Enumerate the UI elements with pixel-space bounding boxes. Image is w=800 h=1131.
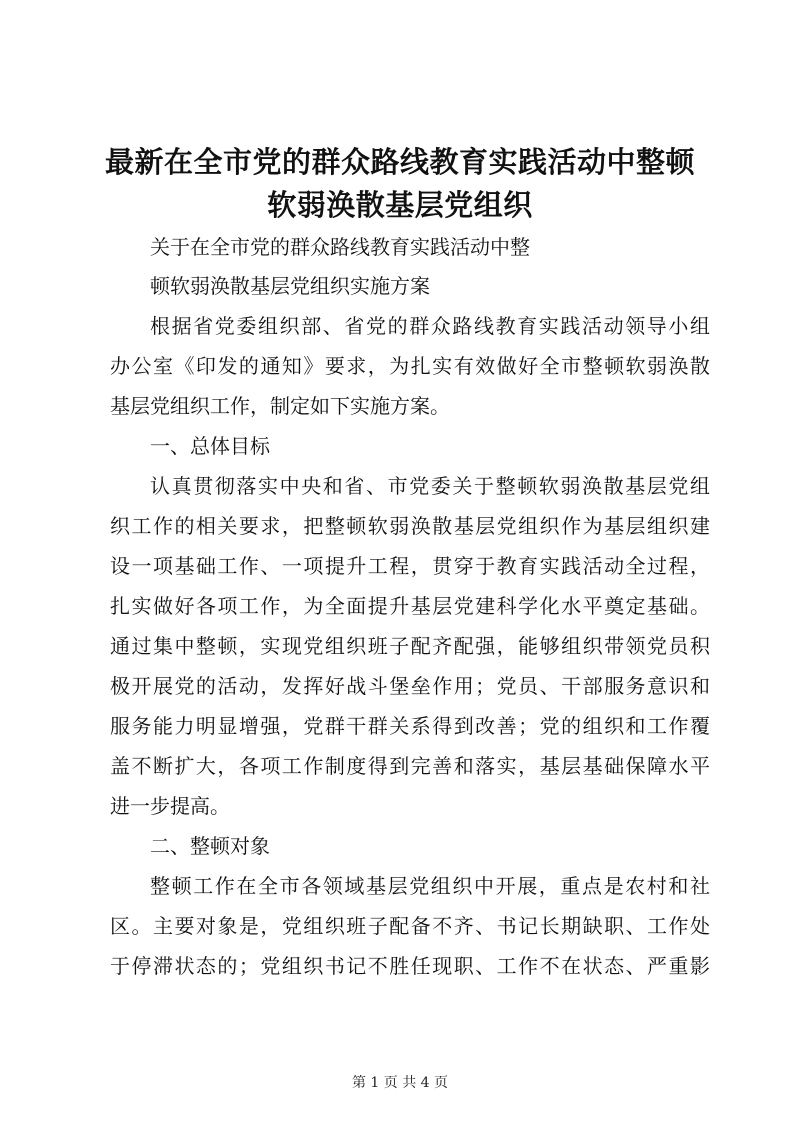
paragraph-line: 办公室《印发的通知》要求，为扎实有效做好全市整顿软弱涣散 <box>110 354 710 378</box>
paragraph-line: 通过集中整顿，实现党组织班子配齐配强，能够组织带领党员积 <box>110 634 710 658</box>
subtitle-line-1: 关于在全市党的群众路线教育实践活动中整 <box>150 235 530 259</box>
document-title-line-1: 最新在全市党的群众路线教育实践活动中整顿 <box>104 145 695 179</box>
paragraph-line: 进一步提高。 <box>110 794 230 818</box>
paragraph-line: 区。主要对象是，党组织班子配备不齐、书记长期缺职、工作处 <box>110 914 710 938</box>
subtitle-line-2: 顿软弱涣散基层党组织实施方案 <box>150 274 430 298</box>
paragraph-line: 根据省党委组织部、省党的群众路线教育实践活动领导小组 <box>150 314 710 338</box>
section-heading-1: 一、总体目标 <box>150 434 270 458</box>
paragraph-line: 极开展党的活动，发挥好战斗堡垒作用；党员、干部服务意识和 <box>110 674 710 698</box>
document-title-line-2: 软弱涣散基层党组织 <box>267 188 533 222</box>
paragraph-line: 整顿工作在全市各领域基层党组织中开展，重点是农村和社 <box>150 874 710 898</box>
paragraph-line: 服务能力明显增强，党群干群关系得到改善；党的组织和工作覆 <box>110 714 710 738</box>
paragraph-line: 设一项基础工作、一项提升工程，贯穿于教育实践活动全过程， <box>110 554 710 578</box>
paragraph-line: 织工作的相关要求，把整顿软弱涣散基层党组织作为基层组织建 <box>110 514 710 538</box>
paragraph-line: 扎实做好各项工作，为全面提升基层党建科学化水平奠定基础。 <box>110 594 710 618</box>
paragraph-line: 认真贯彻落实中央和省、市党委关于整顿软弱涣散基层党组 <box>150 474 710 498</box>
section-heading-2: 二、整顿对象 <box>150 834 270 858</box>
paragraph-line: 盖不断扩大，各项工作制度得到完善和落实，基层基础保障水平 <box>110 754 710 778</box>
paragraph-line: 于停滞状态的；党组织书记不胜任现职、工作不在状态、严重影 <box>110 954 710 978</box>
paragraph-line: 基层党组织工作，制定如下实施方案。 <box>110 394 450 418</box>
page-footer: 第 1 页 共 4 页 <box>351 1075 449 1091</box>
